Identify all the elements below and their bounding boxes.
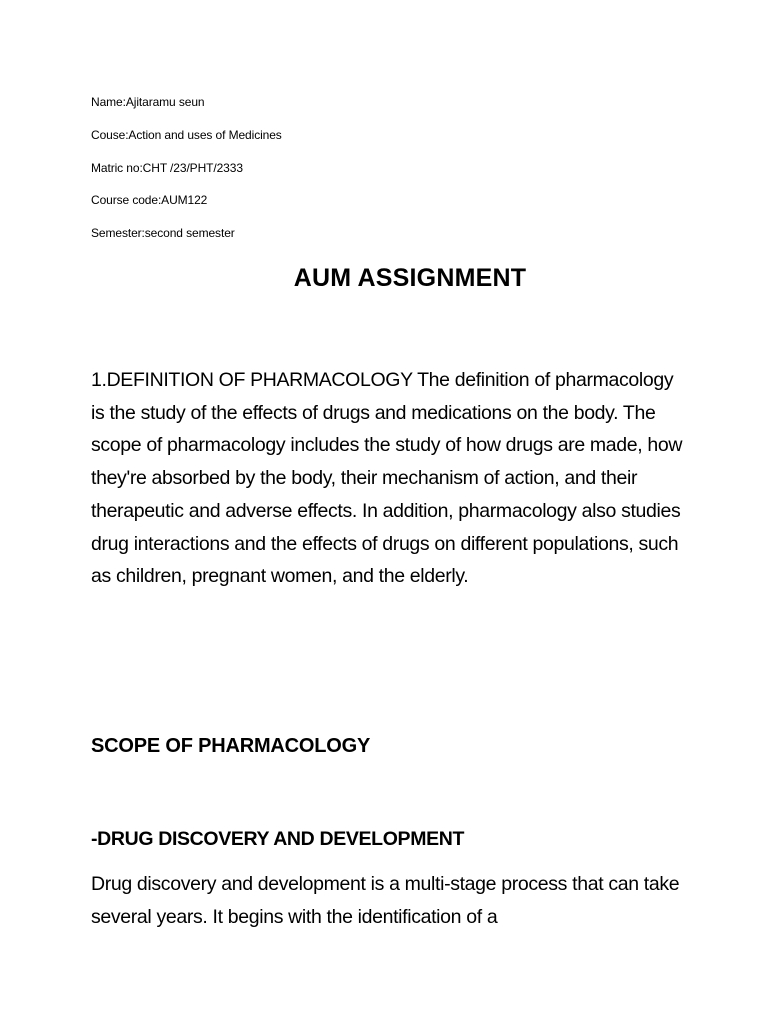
- discovery-paragraph: Drug discovery and development is a multi-stage process that can take several years. It begins with the identification of a: [91, 873, 680, 928]
- semester: Semester:second semester: [91, 226, 235, 240]
- matric-number: Matric no:CHT /23/PHT/2333: [91, 161, 243, 175]
- document-title: AUM ASSIGNMENT: [293, 264, 527, 292]
- student-name: Name:Ajitaramu seun: [91, 95, 205, 109]
- course-code: Course code:AUM122: [91, 193, 208, 207]
- definition-paragraph: 1.DEFINITION OF PHARMACOLOGY The definition of pharmacology is the study of the effects of drugs and medications on the body. The scope of pharmacology includes the study of how drugs are made, how they're absorbed by the body, their mechanism of action, and their therapeutic and adverse effects. In addition, pharmacology also studies drug interactions and the effects of drugs on different populations, such as children, pregnant women, and the elderly.: [91, 369, 683, 588]
- scope-heading: SCOPE OF PHARMACOLOGY: [91, 735, 371, 757]
- subsection-heading: -DRUG DISCOVERY AND DEVELOPMENT: [91, 828, 465, 850]
- course-title: Couse:Action and uses of Medicines: [91, 128, 282, 142]
